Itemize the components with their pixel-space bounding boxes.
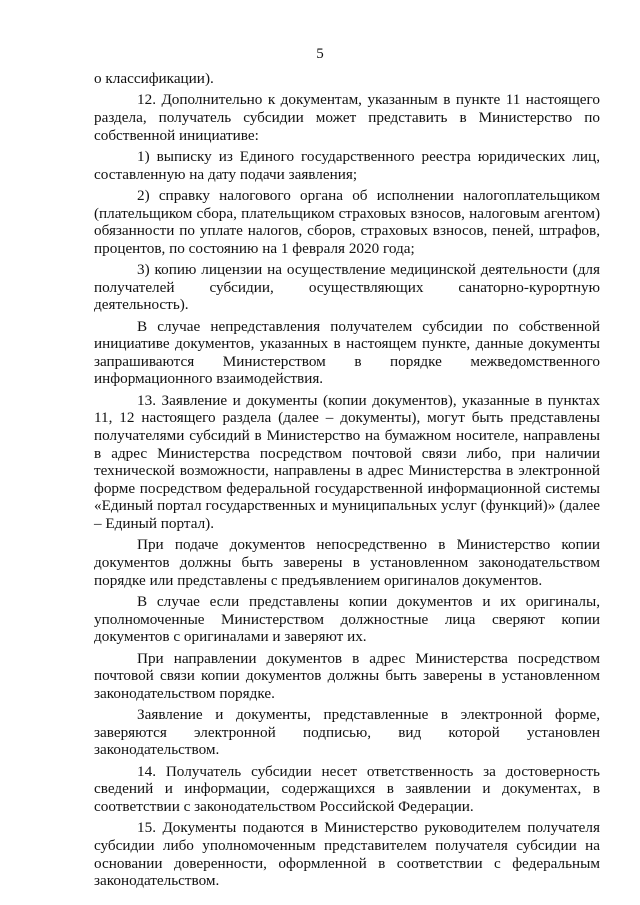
- paragraph-subitem-2: 2) справку налогового органа об исполнении налогоплательщиком (плательщиком сбора, плательщиком страховых взносов, налоговым агентом) обязанности по уплате налогов, сборов, страховых взносов, пеней, штрафов, процентов, по состоянию на 1 февраля 2020 года;: [94, 186, 600, 257]
- paragraph-direct-submission: При подаче документов непосредственно в Министерство копии документов должны быть заверены в установленном законодательством порядке или представлены с предъявлением оригиналов документов.: [94, 536, 600, 589]
- paragraph-postal-submission: При направлении документов в адрес Министерства посредством почтовой связи копии документов должны быть заверены в установленном законодательством порядке.: [94, 649, 600, 702]
- paragraph-copies-verification: В случае если представлены копии документов и их оригиналы, уполномоченные Министерством должностные лица сверяют копии документов с оригиналами и заверяют их.: [94, 593, 600, 646]
- paragraph-continuation: о классификации).: [94, 70, 214, 87]
- document-body: [94, 70, 600, 893]
- page-number: 5: [316, 46, 324, 62]
- paragraph-subitem-1: 1) выписку из Единого государственного реестра юридических лиц, составленную на дату подачи заявления;: [94, 147, 600, 183]
- paragraph-item-14: 14. Получатель субсидии несет ответственность за достоверность сведений и информации, содержащихся в заявлении и документах, в соответствии с законодательством Российской Федерации.: [94, 762, 600, 815]
- paragraph-nonsubmission: В случае непредставления получателем субсидии по собственной инициативе документов, указанных в настоящем пункте, данные документы запрашиваются Министерством в порядке межведомственного информационного взаимодействия.: [94, 317, 600, 388]
- paragraph-item-12: 12. Дополнительно к документам, указанным в пункте 11 настоящего раздела, получатель субсидии может представить в Министерство по собственной инициативе:: [94, 91, 600, 144]
- paragraph-item-13: 13. Заявление и документы (копии документов), указанные в пунктах 11, 12 настоящего раздела (далее – документы), могут быть представлены получателями субсидий в Министерство на бумажном носителе, направлены в адрес Министерства посредством почтовой связи либо, при наличии технической возможности, направлены в адрес Министерства в электронной форме посредством федеральной государственной информационной системы «Единый портал государственных и муниципальных услуг (функций)» (далее – Единый портал).: [94, 391, 600, 533]
- paragraph-subitem-3: 3) копию лицензии на осуществление медицинской деятельности (для получателей субсидии, осуществляющих санаторно-курортную деятельность).: [94, 261, 600, 314]
- paragraph-item-15: 15. Документы подаются в Министерство руководителем получателя субсидии либо уполномоченным представителем получателя субсидии на основании доверенности, оформленной в соответствии с федеральным законодательством.: [94, 819, 600, 890]
- paragraph-electronic-signature: Заявление и документы, представленные в электронной форме, заверяются электронной подписью, вид которой установлен законодательством.: [94, 706, 600, 759]
